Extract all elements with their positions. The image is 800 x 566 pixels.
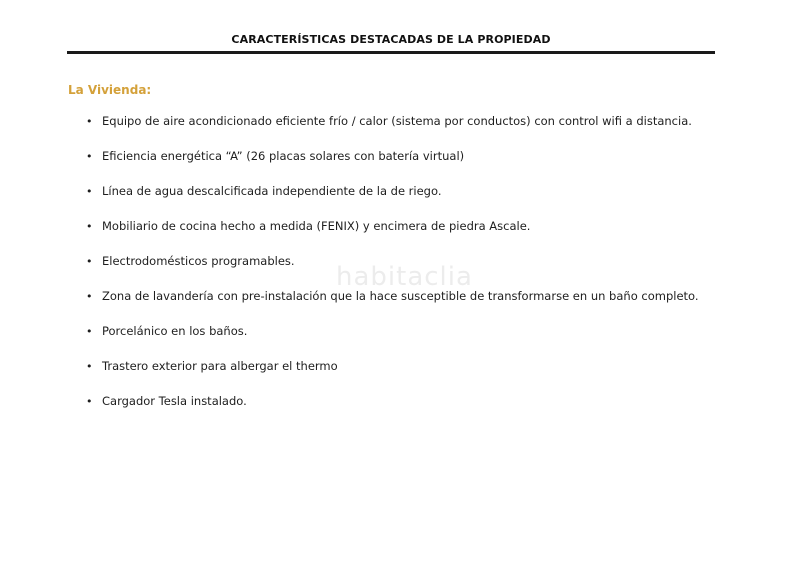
title-divider	[67, 51, 715, 54]
list-item	[86, 114, 692, 128]
list-item-text: Equipo de aire acondicionado eficiente frío / calor (sistema por conductos) con control wifi a distancia.	[102, 114, 692, 128]
list-item	[86, 219, 530, 233]
list-item-text: Trastero exterior para albergar el thermo	[102, 359, 338, 373]
bullet-icon: •	[86, 185, 93, 198]
list-item-text: Zona de lavandería con pre-instalación que la hace susceptible de transformarse en un baño completo.	[102, 289, 699, 303]
bullet-icon: •	[86, 290, 93, 303]
list-item-text: Electrodomésticos programables.	[102, 254, 295, 268]
bullet-icon: •	[86, 395, 93, 408]
list-item	[86, 359, 338, 373]
list-item	[86, 394, 247, 408]
list-item	[86, 254, 295, 268]
bullet-icon: •	[86, 360, 93, 373]
section-heading: La Vivienda:	[68, 83, 152, 97]
list-item	[86, 289, 699, 303]
list-item	[86, 149, 464, 163]
bullet-icon: •	[86, 255, 93, 268]
list-item-text: Eficiencia energética “A” (26 placas solares con batería virtual)	[102, 149, 465, 163]
bullet-icon: •	[86, 325, 93, 338]
list-item	[86, 184, 441, 198]
list-item	[86, 324, 247, 338]
list-item-text: Porcelánico en los baños.	[102, 324, 248, 338]
list-item-text: Mobiliario de cocina hecho a medida (FENIX) y encimera de piedra Ascale.	[102, 219, 531, 233]
list-item-text: Cargador Tesla instalado.	[102, 394, 247, 408]
bullet-icon: •	[86, 150, 93, 163]
bullet-icon: •	[86, 115, 93, 128]
list-item-text: Línea de agua descalcificada independiente de la de riego.	[102, 184, 442, 198]
page-title: CARACTERÍSTICAS DESTACADAS DE LA PROPIEDAD	[231, 33, 551, 46]
bullet-icon: •	[86, 220, 93, 233]
watermark: habitaclia	[336, 262, 473, 292]
